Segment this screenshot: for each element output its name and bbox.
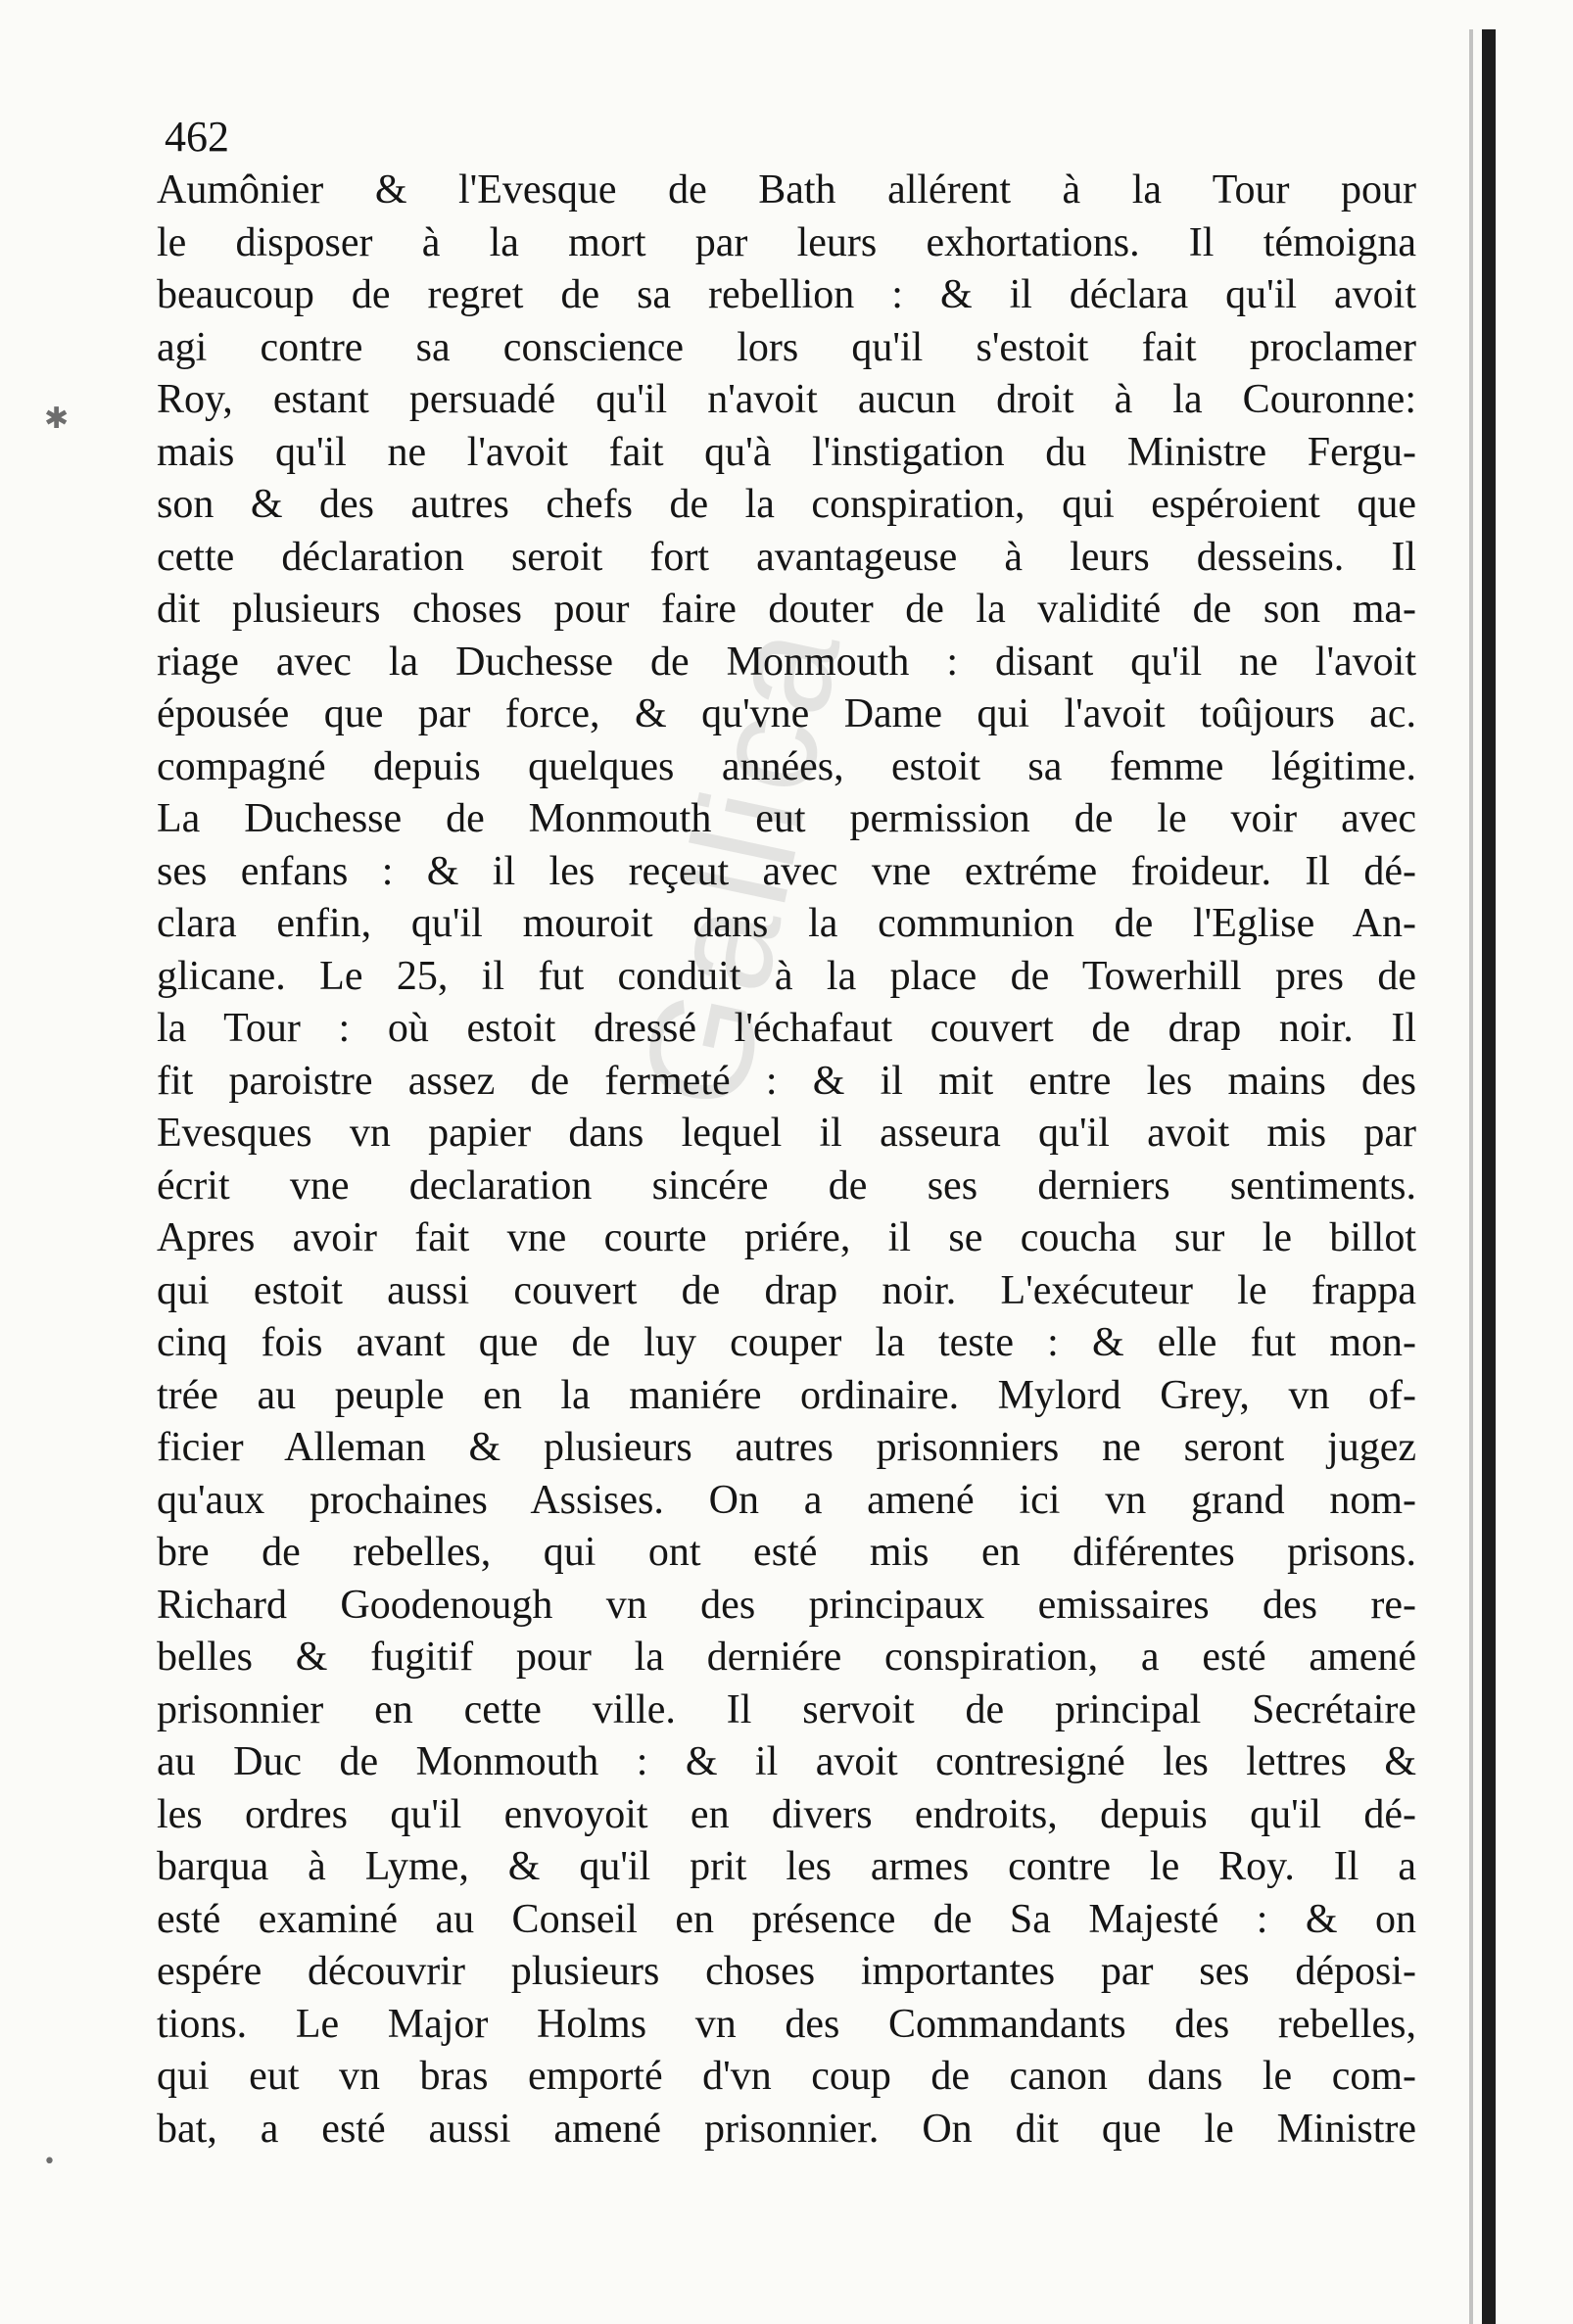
text-line: son & des autres chefs de la conspiration, qui espéroient que	[157, 482, 1416, 527]
text-line: le disposer à la mort par leurs exhortations. Il témoigna	[157, 219, 1416, 265]
text-line: agi contre sa conscience lors qu'il s'estoit fait proclamer	[157, 324, 1416, 370]
page-number: 462	[165, 113, 229, 161]
margin-blot: ✱	[44, 402, 70, 436]
text-line: Apres avoir fait vne courte priére, il se coucha sur le billot	[157, 1215, 1416, 1260]
text-line: esté examiné au Conseil en présence de Sa Majesté : & on	[157, 1896, 1416, 1942]
text-line: les ordres qu'il envoyoit en divers endroits, depuis qu'il dé-	[157, 1791, 1416, 1837]
text-line: épousée que par force, & qu'vne Dame qui l'avoit toûjours ac.	[157, 691, 1416, 736]
text-line: au Duc de Monmouth : & il avoit contresigné les lettres &	[157, 1739, 1416, 1784]
text-line: trée au peuple en la maniére ordinaire. Mylord Grey, vn of-	[157, 1372, 1416, 1418]
text-line: riage avec la Duchesse de Monmouth : disant qu'il ne l'avoit	[157, 639, 1416, 685]
text-line: espére découvrir plusieurs choses importantes par ses déposi-	[157, 1949, 1416, 1994]
text-line: clara enfin, qu'il mouroit dans la communion de l'Eglise An-	[157, 901, 1416, 946]
text-line: Evesques vn papier dans lequel il asseura qu'il avoit mis par	[157, 1111, 1416, 1156]
text-line: écrit vne declaration sincére de ses derniers sentiments.	[157, 1162, 1416, 1209]
watermark: Gallica	[608, 607, 873, 1122]
text-line: ses enfans : & il les reçeut avec vne extréme froideur. Il dé-	[157, 848, 1416, 894]
scan-shadow	[1469, 29, 1473, 2324]
text-line: bre de rebelles, qui ont esté mis en diférentes prisons.	[157, 1530, 1416, 1575]
text-line: Aumônier & l'Evesque de Bath allérent à la Tour pour	[157, 167, 1416, 213]
text-line: La Duchesse de Monmouth eut permission de le voir avec	[157, 796, 1416, 841]
text-line: compagné depuis quelques années, estoit sa femme légitime.	[157, 743, 1416, 789]
text-line: Richard Goodenough vn des principaux emissaires des re-	[157, 1582, 1416, 1628]
scan-edge	[1482, 29, 1496, 2324]
text-line: bat, a esté aussi amené prisonnier. On dit que le Ministre	[157, 2106, 1416, 2152]
margin-dot: •	[43, 2150, 56, 2174]
text-line: qui eut vn bras emporté d'vn coup de canon dans le com-	[157, 2054, 1416, 2099]
text-line: fit paroistre assez de fermeté : & il mit entre les mains des	[157, 1058, 1416, 1104]
text-line: glicane. Le 25, il fut conduit à la place de Towerhill pres de	[157, 953, 1416, 999]
text-line: belles & fugitif pour la derniére conspiration, a esté amené	[157, 1635, 1416, 1680]
text-line: dit plusieurs choses pour faire douter de la validité de son ma-	[157, 587, 1416, 632]
text-line: beaucoup de regret de sa rebellion : & il déclara qu'il avoit	[157, 272, 1416, 317]
text-line: Roy, estant persuadé qu'il n'avoit aucun droit à la Couronne:	[157, 377, 1416, 422]
text-line: la Tour : où estoit dressé l'échafaut couvert de drap noir. Il	[157, 1006, 1416, 1051]
text-line: mais qu'il ne l'avoit fait qu'à l'instigation du Ministre Fergu-	[157, 429, 1416, 475]
text-line: qui estoit aussi couvert de drap noir. L'exécuteur le frappa	[157, 1267, 1416, 1313]
text-line: qu'aux prochaines Assises. On a amené ici vn grand nom-	[157, 1477, 1416, 1523]
text-line: barqua à Lyme, & qu'il prit les armes contre le Roy. Il a	[157, 1844, 1416, 1889]
text-line: ficier Alleman & plusieurs autres prisonniers ne seront jugez	[157, 1425, 1416, 1470]
text-line: prisonnier en cette ville. Il servoit de principal Secrétaire	[157, 1686, 1416, 1732]
body-text	[157, 165, 1416, 2156]
text-line: cette déclaration seroit fort avantageuse à leurs desseins. Il	[157, 534, 1416, 580]
text-line: cinq fois avant que de luy couper la teste : & elle fut mon-	[157, 1320, 1416, 1365]
text-line: tions. Le Major Holms vn des Commandants des rebelles,	[157, 2001, 1416, 2047]
